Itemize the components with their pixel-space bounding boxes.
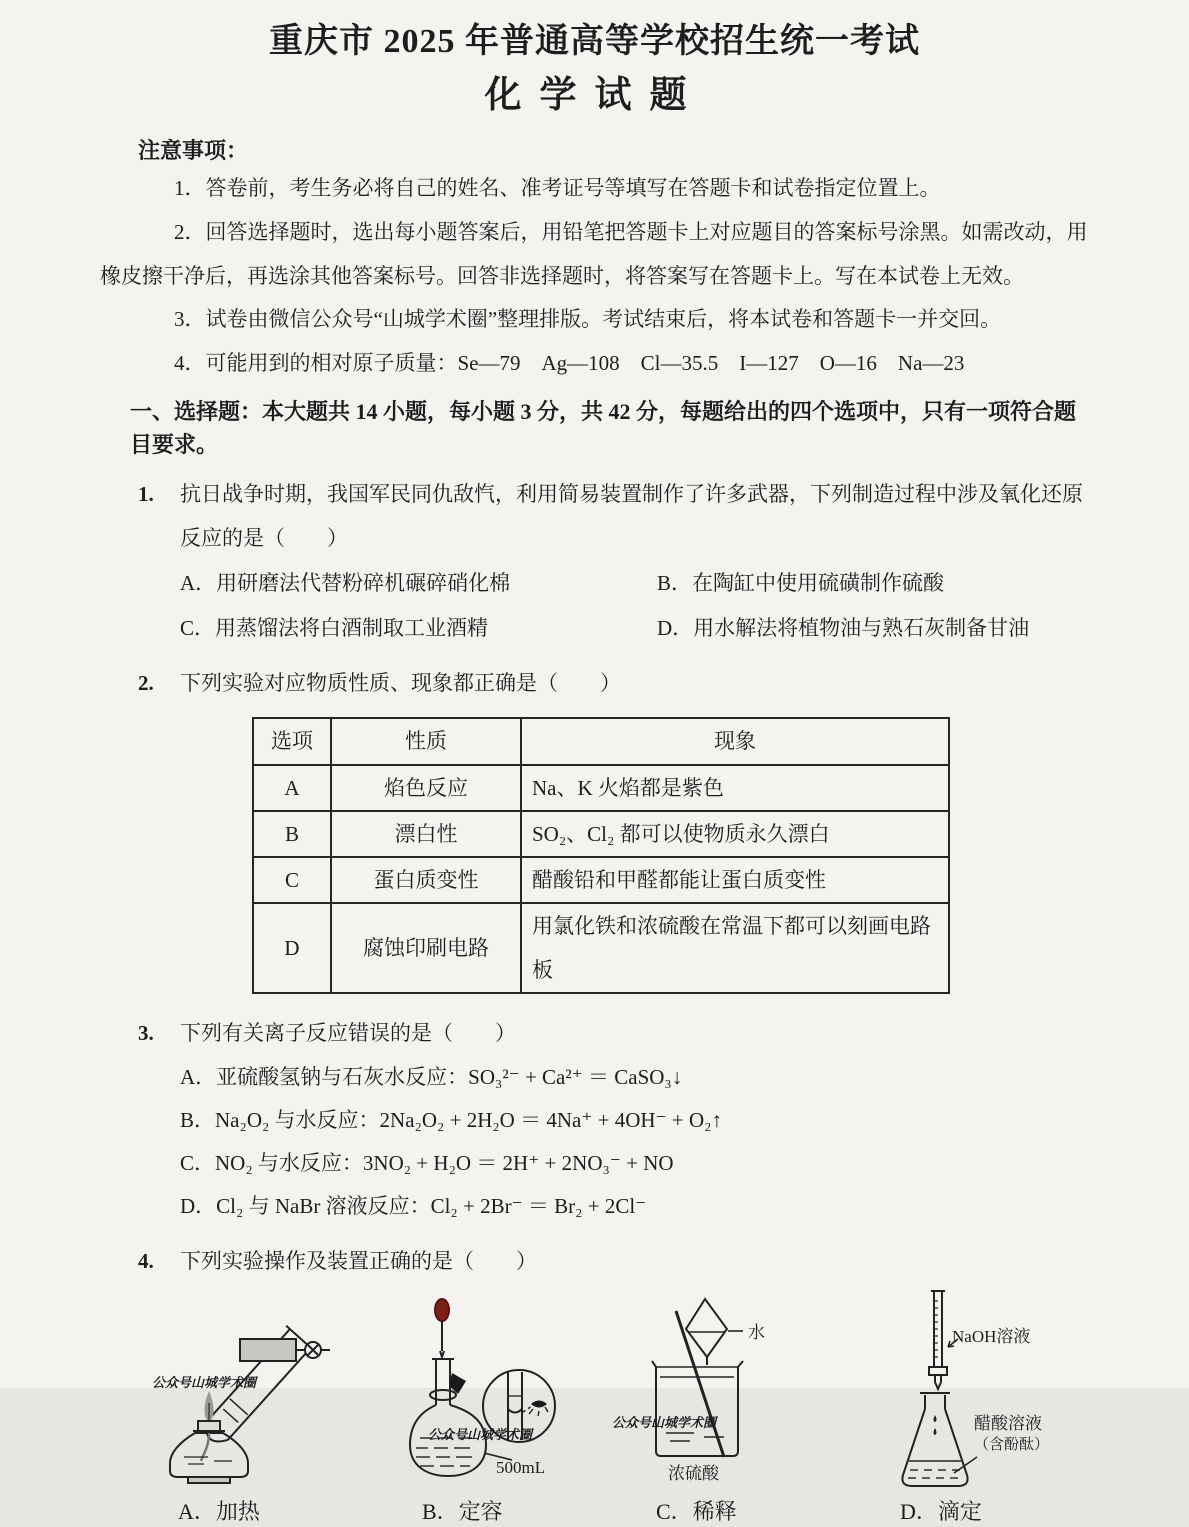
- figure-b-volumetric: [400, 1293, 620, 1485]
- q1-option-c: C．用蒸馏法将白酒制取工业酒精: [180, 615, 489, 640]
- question-3-options: [180, 1056, 1089, 1228]
- page-subtitle: 化学试题: [484, 75, 705, 117]
- notice-item-2: 2．回答选择题时，选出每小题答案后，用铅笔把答题卡上对应题目的答案标号涂黑。如需改动，用橡皮擦干净后，再选涂其他答案标号。回答非选择题时，将答案写在答题卡上。写在本试卷上无效。: [100, 219, 1088, 288]
- question-2-text: 下列实验对应物质性质、现象都正确是（ ）: [180, 670, 621, 695]
- volumetric-flask-icon: [410, 1359, 486, 1476]
- figure-a-heating: [148, 1291, 338, 1487]
- question-3-text: 下列有关离子反应错误的是（ ）: [180, 1021, 516, 1046]
- notice-item-1: 1．答卷前，考生务必将自己的姓名、准考证号等填写在答题卡和试卷指定位置上。: [174, 176, 941, 201]
- watermark-text: 公众号山城学术圈: [428, 1426, 533, 1442]
- question-2-number: 2.: [138, 670, 154, 695]
- question-4-number: 4.: [138, 1248, 154, 1273]
- burette-solution-label: NaOH溶液: [952, 1326, 1031, 1346]
- question-4-figures: [100, 1289, 1089, 1527]
- table-row-b: B 漂白性 SO₂、Cl₂ 都可以使物质永久漂白: [253, 811, 949, 857]
- question-1: [138, 472, 1089, 650]
- col-header-property: 性质: [331, 718, 521, 765]
- col-header-phenomenon: 现象: [521, 718, 949, 765]
- q3-option-a: A．亚硫酸氢钠与石灰水反应：SO₃²⁻ + Ca²⁺ ＝ CaSO₃↓: [180, 1064, 683, 1089]
- question-1-number: 1.: [138, 481, 154, 506]
- flask-solution-label-1: 醋酸溶液: [974, 1413, 1042, 1433]
- q1-option-d: D．用水解法将植物油与熟石灰制备甘油: [657, 615, 1030, 640]
- figure-c-label: C．稀释: [656, 1498, 737, 1524]
- alcohol-lamp-icon: [170, 1403, 248, 1483]
- separating-funnel-icon: [686, 1299, 743, 1365]
- question-3-number: 3.: [138, 1021, 154, 1046]
- figure-a-label: A．加热: [178, 1498, 260, 1524]
- col-header-option: 选项: [253, 718, 331, 765]
- table-header-row: [253, 718, 949, 765]
- notice-item-3: 3．试卷由微信公众号“山城学术圈”整理排版。考试结束后，将本试卷和答题卡一并交回。: [174, 307, 1002, 332]
- question-3: [138, 1011, 1089, 1227]
- table-row-d: D 腐蚀印刷电路 用氯化铁和浓硫酸在常温下都可以刻画电路板: [253, 903, 949, 993]
- heating-apparatus-drawing: [148, 1291, 338, 1487]
- question-1-options: [180, 562, 1089, 650]
- table-row-a: A 焰色反应 Na、K 火焰都是紫色: [253, 765, 949, 811]
- conical-flask-icon: [902, 1393, 967, 1486]
- titration-setup-drawing: [882, 1289, 1092, 1503]
- notice-item-4: 4．可能用到的相对原子质量：Se—79 Ag—108 Cl—35.5 I—127 O—16 Na—23: [174, 350, 965, 375]
- page-title: 重庆市 2025 年普通高等学校招生统一考试: [269, 23, 920, 60]
- flask-solution-label-2: （含酚酞）: [974, 1436, 1050, 1453]
- dropper-icon: [435, 1299, 449, 1357]
- dilution-setup-drawing: [612, 1295, 792, 1487]
- burette-icon: [929, 1291, 947, 1389]
- figure-c-dilution: [612, 1295, 792, 1487]
- question-4: [138, 1239, 1089, 1283]
- volumetric-flask-drawing: [400, 1293, 620, 1485]
- notice-heading: 注意事项：: [138, 138, 249, 164]
- watermark-text: 公众号山城学术圈: [612, 1414, 717, 1430]
- acid-label: 浓硫酸: [668, 1463, 719, 1483]
- q3-option-b: B．Na₂O₂ 与水反应：2Na₂O₂ + 2H₂O ＝ 4Na⁺ + 4OH⁻ + O₂↑: [180, 1107, 723, 1132]
- glass-rod-icon: [676, 1311, 724, 1457]
- watermark-text: 公众号山城学术圈: [152, 1374, 257, 1390]
- figure-d-titration: [882, 1289, 1092, 1503]
- section-heading-choice: 一、选择题：本大题共 14 小题，每小题 3 分，共 42 分，每题给出的四个选项中，只有一项符合题目要求。: [130, 398, 1077, 457]
- q3-option-d: D．Cl₂ 与 NaBr 溶液反应：Cl₂ + 2Br⁻ ＝ Br₂ + 2Cl⁻: [180, 1193, 647, 1218]
- volume-label: 500mL: [496, 1457, 546, 1477]
- clamp-icon: [240, 1339, 330, 1361]
- question-2: [138, 661, 1089, 1001]
- q2-properties-table: [252, 717, 950, 994]
- q1-option-b: B．在陶缸中使用硫磺制作硫酸: [657, 570, 945, 595]
- q1-option-a: A．用研磨法代替粉碎机碾碎硝化棉: [180, 570, 511, 595]
- table-row-c: C 蛋白质变性 醋酸铅和甲醛都能让蛋白质变性: [253, 857, 949, 903]
- question-1-text: 抗日战争时期，我国军民同仇敌忾，利用简易装置制作了许多武器，下列制造过程中涉及氧化还原反应的是（ ）: [180, 481, 1083, 550]
- figure-d-label: D．滴定: [900, 1498, 982, 1524]
- water-label: 水: [748, 1322, 765, 1342]
- q3-option-c: C．NO₂ 与水反应：3NO₂ + H₂O ＝ 2H⁺ + 2NO₃⁻ + NO: [180, 1150, 674, 1175]
- figure-b-label: B．定容: [422, 1498, 503, 1524]
- eye-icon: [529, 1400, 548, 1416]
- question-4-text: 下列实验操作及装置正确的是（ ）: [180, 1248, 537, 1273]
